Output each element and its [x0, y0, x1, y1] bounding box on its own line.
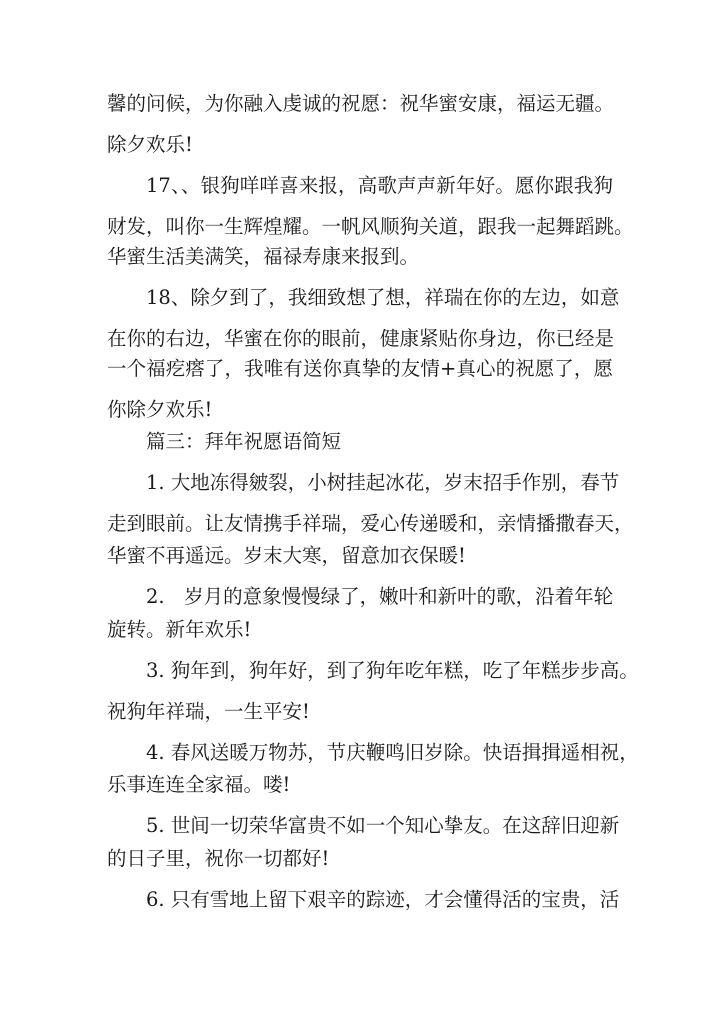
text-line: 华蜜生活美满笑，福禄寿康来报到。 — [107, 245, 420, 268]
text-line: 17、、银狗咩咩喜来报，高歌声声新年好。愿你跟我狗 — [146, 174, 613, 197]
text-line: 你除夕欢乐! — [107, 398, 213, 421]
text-line: 华蜜不再遥远。岁末大寒，留意加衣保暖! — [107, 544, 466, 567]
text-line: 祝狗年祥瑞，一生平安! — [107, 700, 310, 723]
text-line: 旋转。新年欢乐! — [107, 618, 252, 641]
text-line: 3. 狗年到，狗年好，到了狗年吃年糕，吃了年糕步步高。 — [146, 659, 639, 682]
text-line: 6. 只有雪地上留下艰辛的踪迹，才会懂得活的宝贵，活 — [146, 888, 620, 911]
text-line: 4. 春风送暖万物苏，节庆鞭鸣旧岁除。快语揖揖遥相祝， — [146, 741, 639, 764]
text-line: 18、除夕到了，我细致想了想，祥瑞在你的左边，如意 — [146, 286, 620, 309]
text-line: 2. 岁月的意象慢慢绿了，嫩叶和新叶的歌，沿着年轮 — [146, 585, 614, 608]
text-line: 在你的右边，华蜜在你的眼前，健康紧贴你身边，你已经是 — [107, 327, 615, 350]
section-heading: 篇三：拜年祝愿语简短 — [146, 430, 342, 453]
text-line: 除夕欢乐! — [107, 133, 193, 156]
text-line: 5. 世间一切荣华富贵不如一个知心挚友。在这辞旧迎新 — [146, 814, 620, 837]
text-line: 一个福疙瘩了，我唯有送你真挚的友情+真心的祝愿了，愿 — [107, 357, 613, 380]
text-line: 的日子里，祝你一切都好! — [107, 847, 330, 870]
text-line: 馨的问候，为你融入虔诚的祝愿：祝华蜜安康，福运无疆。 — [107, 92, 615, 115]
text-line: 乐事连连全家福。喽! — [107, 773, 291, 796]
text-line: 走到眼前。让友情携手祥瑞，爱心传递暖和，亲情播撒春天， — [107, 512, 634, 535]
text-line: 财发，叫你一生辉煌耀。一帆风顺狗关道，跟我一起舞蹈跳。 — [107, 215, 634, 238]
text-line: 1. 大地冻得皴裂，小树挂起冰花，岁末招手作别，春节 — [146, 471, 620, 494]
